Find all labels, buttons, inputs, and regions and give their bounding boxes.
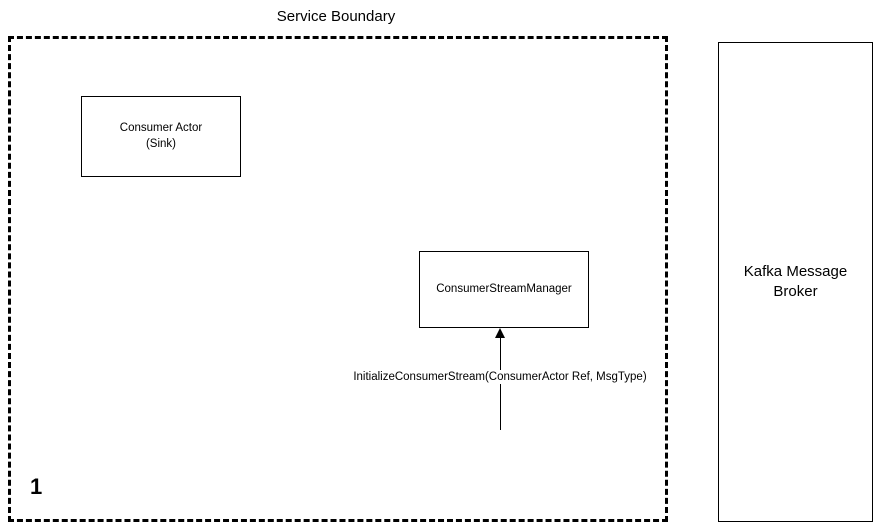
node-kafka-label-line1: Kafka Message xyxy=(743,262,848,280)
node-consumer-stream-manager[interactable] xyxy=(419,251,589,328)
node-consumer-actor-label-line1: Consumer Actor xyxy=(119,121,203,134)
node-kafka-message-broker[interactable] xyxy=(718,42,873,522)
node-kafka-label-line2: Broker xyxy=(773,283,818,300)
node-consumer-stream-manager-label: ConsumerStreamManager xyxy=(436,282,572,295)
edge-init-stream-label: InitializeConsumerStream(ConsumerActor Ref, MsgType) xyxy=(338,370,662,384)
diagram-title: Service Boundary xyxy=(276,8,396,25)
node-consumer-actor[interactable] xyxy=(81,96,241,177)
step-number: 1 xyxy=(30,474,43,499)
node-consumer-actor-label-line2: (Sink) xyxy=(145,137,176,150)
edge-init-stream-arrowhead-icon xyxy=(495,328,505,338)
